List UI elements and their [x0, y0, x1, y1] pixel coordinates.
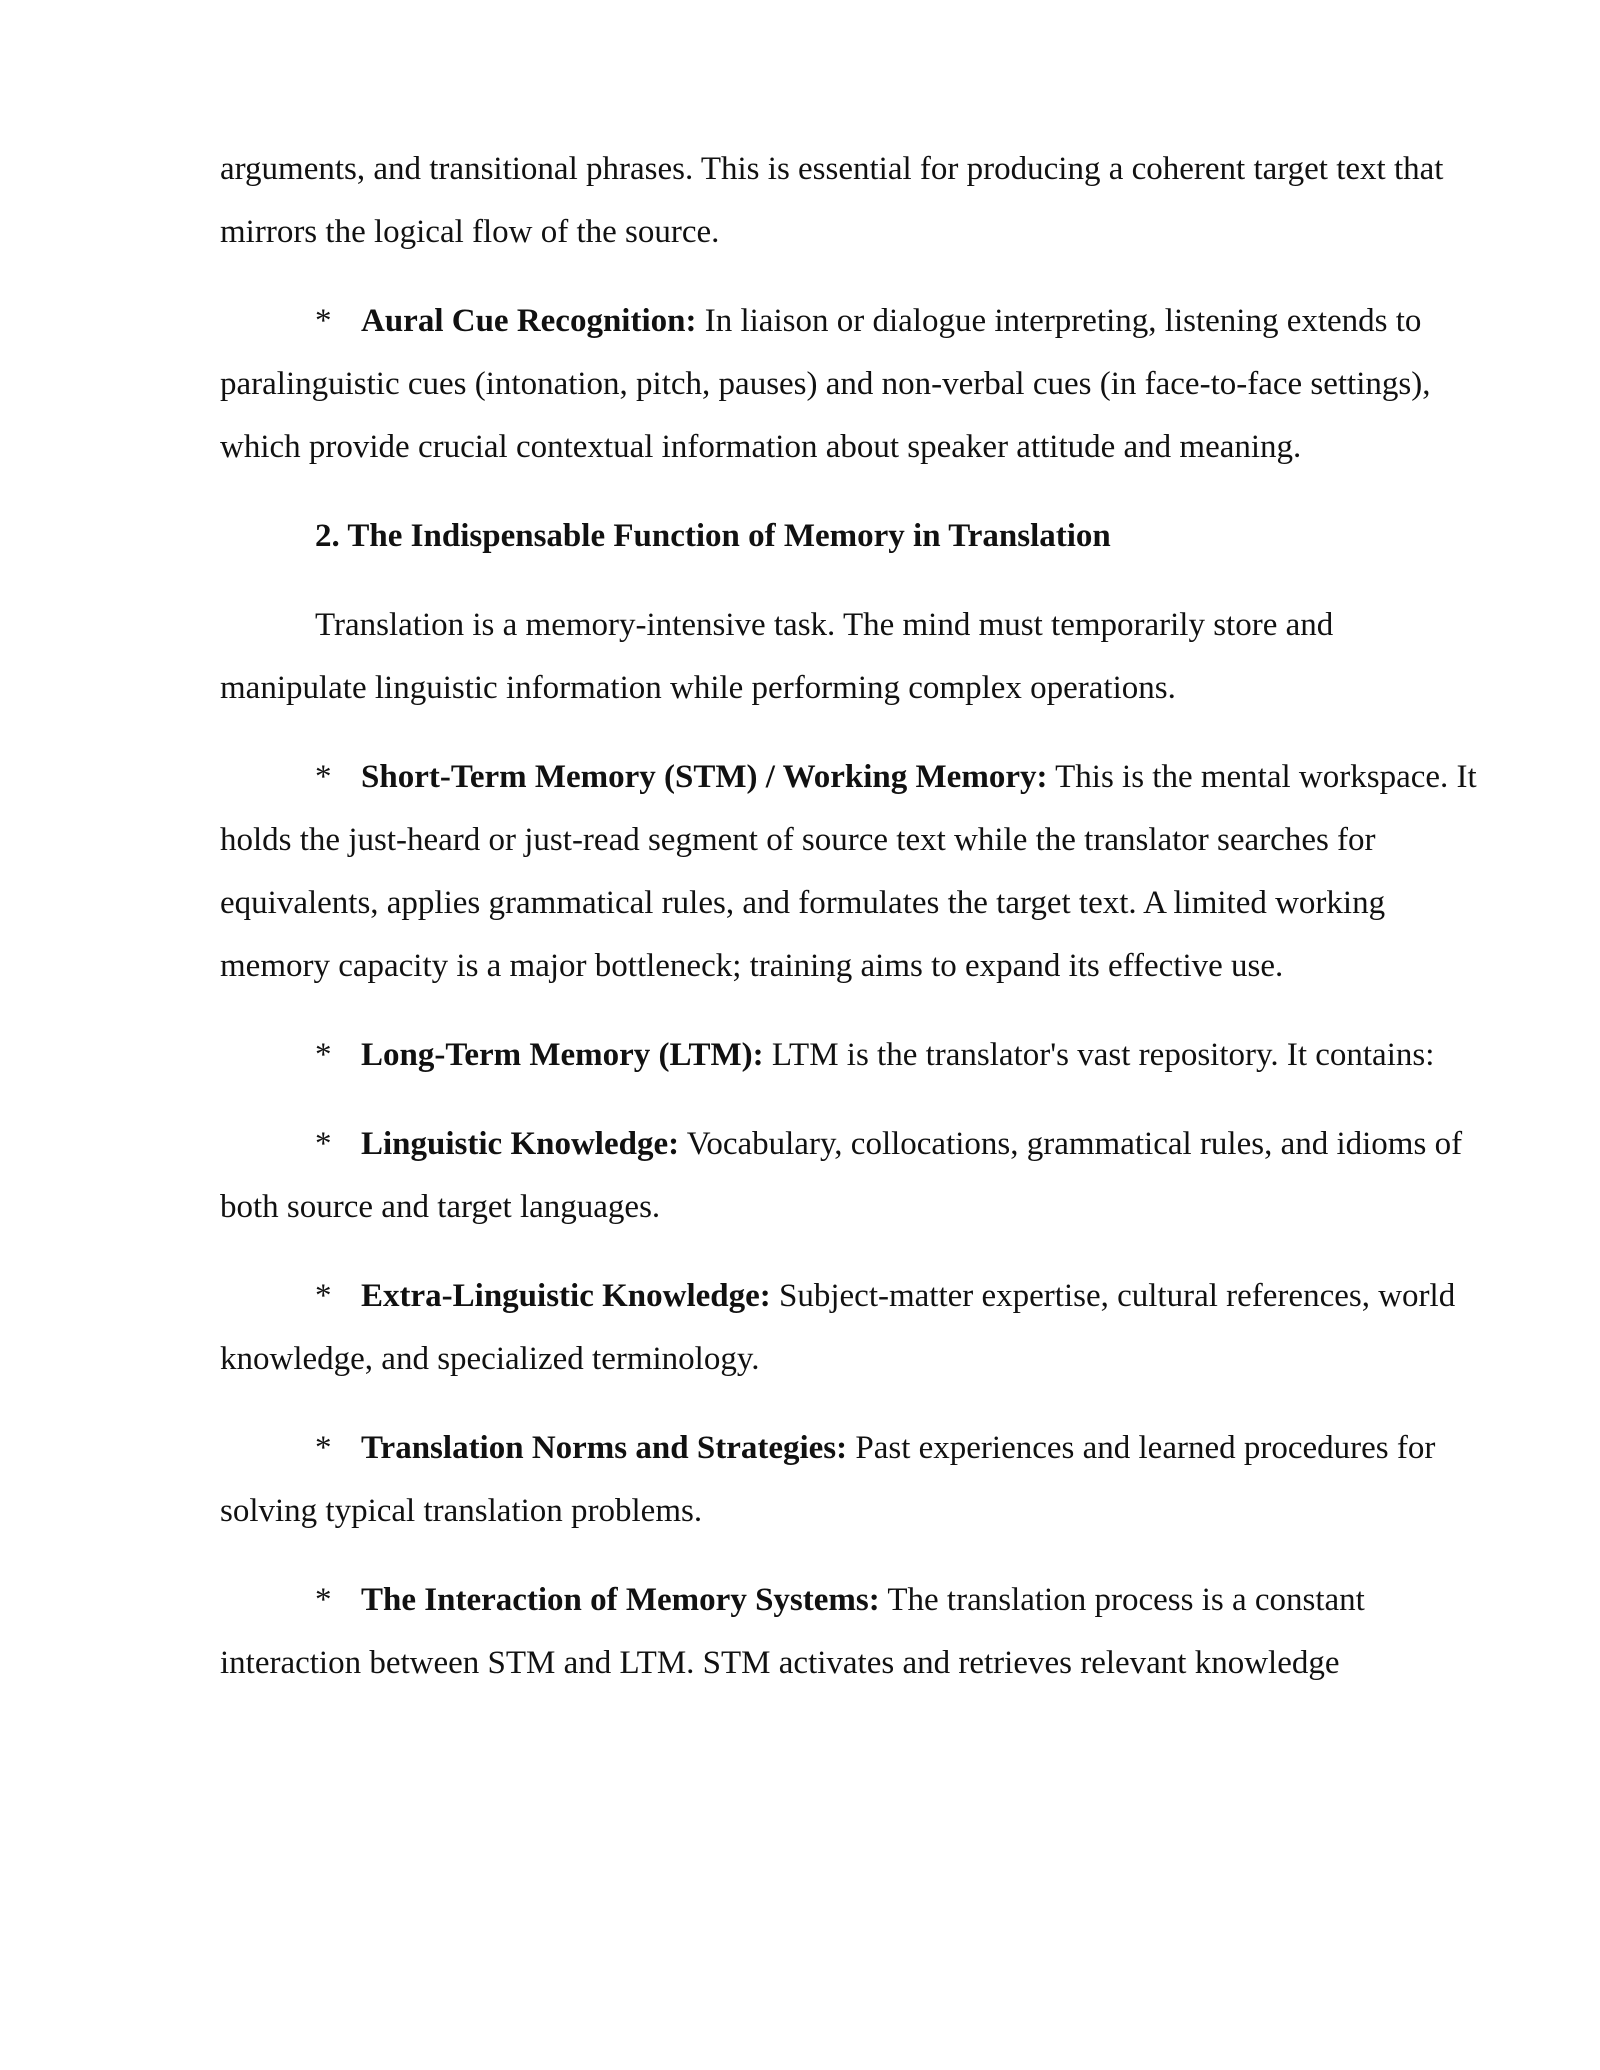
bullet-marker: * [315, 1126, 332, 1162]
bullet-term: Extra-Linguistic Knowledge: [361, 1278, 771, 1314]
bullet-term: Linguistic Knowledge: [361, 1126, 680, 1162]
bullet-marker: * [315, 1278, 332, 1314]
document-body [220, 138, 1480, 1721]
bullet-extra-linguistic-knowledge [220, 1265, 1480, 1391]
bullet-linguistic-knowledge [220, 1113, 1480, 1239]
bullet-marker: * [315, 1430, 332, 1466]
bullet-memory-interaction [220, 1569, 1480, 1695]
bullet-text: LTM is the translator's vast repository. It contains: [763, 1037, 1435, 1073]
bullet-term: Aural Cue Recognition: [361, 303, 697, 339]
paragraph-text: Translation is a memory-intensive task. The mind must temporarily store and manipulate linguistic information while performing complex operations. [220, 607, 1334, 706]
bullet-marker: * [315, 303, 332, 339]
bullet-translation-norms [220, 1417, 1480, 1543]
bullet-marker: * [315, 1037, 332, 1073]
bullet-long-term-memory [220, 1024, 1480, 1087]
bullet-marker: * [315, 759, 332, 795]
bullet-text: Past experiences and learned procedures for solving typical translation problems. [220, 1430, 1436, 1529]
bullet-marker: * [315, 1582, 332, 1618]
bullet-term: Translation Norms and Strategies: [361, 1430, 848, 1466]
paragraph-continuation [220, 138, 1480, 264]
bullet-text: Vocabulary, collocations, grammatical rules, and idioms of both source and target languages. [220, 1126, 1463, 1225]
bullet-text: The translation process is a constant interaction between STM and LTM. STM activates and retrieves relevant knowledge [220, 1582, 1365, 1681]
section-heading: 2. The Indispensable Function of Memory in Translation [315, 518, 1111, 554]
bullet-term: Short-Term Memory (STM) / Working Memory: [361, 759, 1048, 795]
bullet-text: In liaison or dialogue interpreting, listening extends to paralinguistic cues (intonation, pitch, pauses) and non-verbal cues (in face-to-face settings), which provide crucial contextual information about speaker attitude and meaning. [220, 303, 1431, 465]
bullet-short-term-memory [220, 746, 1480, 998]
bullet-term: The Interaction of Memory Systems: [361, 1582, 880, 1618]
bullet-text: This is the mental workspace. It holds the just-heard or just-read segment of source text while the translator searches for equivalents, applies grammatical rules, and formulates the target text. A limited working memory capacity is a major bottleneck; training aims to expand its effective use. [220, 759, 1477, 984]
bullet-term: Long-Term Memory (LTM): [361, 1037, 764, 1073]
paragraph-text: arguments, and transitional phrases. This is essential for producing a coherent target text that mirrors the logical flow of the source. [220, 151, 1444, 250]
bullet-text: Subject-matter expertise, cultural references, world knowledge, and specialized terminology. [220, 1278, 1456, 1377]
bullet-aural-cue-recognition [220, 290, 1480, 479]
paragraph-intro [220, 594, 1480, 720]
